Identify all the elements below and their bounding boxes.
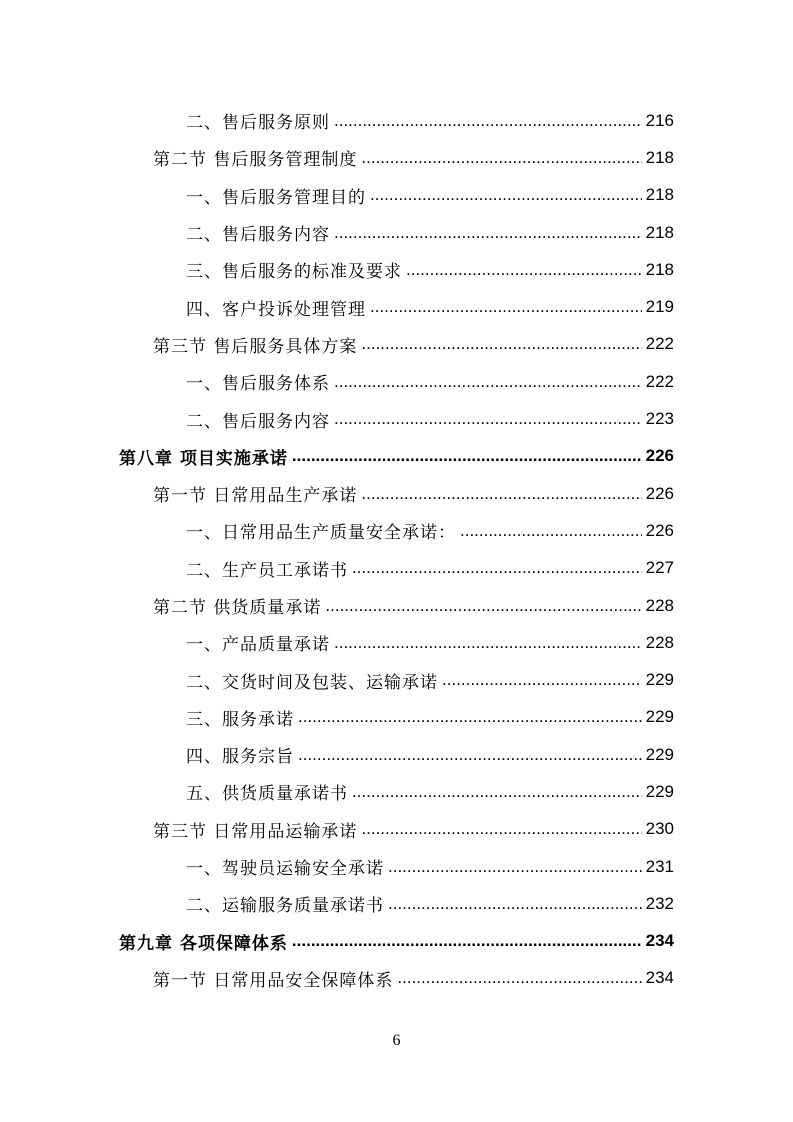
toc-entry-title: 二、生产员工承诺书: [186, 560, 348, 581]
toc-entry-title: 第九章 各项保障体系: [119, 933, 288, 954]
dot-leader: [298, 745, 642, 765]
toc-entry-page: 218: [645, 259, 674, 279]
toc-section-entry[interactable]: [0, 811, 793, 848]
dot-leader: [352, 558, 642, 578]
toc-entry-page: 234: [645, 968, 674, 988]
toc-entry-title: 第八章 项目实施承诺: [119, 448, 288, 469]
dot-leader: [397, 968, 641, 988]
dot-leader: [370, 185, 642, 205]
toc-entry-title: 一、售后服务体系: [186, 374, 330, 395]
toc-entry-page: 222: [645, 371, 674, 391]
toc-entry-title: 四、客户投诉处理管理: [186, 299, 366, 320]
toc-entry-title: 二、售后服务内容: [186, 411, 330, 432]
toc-subsection-entry[interactable]: [0, 848, 793, 885]
toc-entry-page: 226: [645, 483, 674, 503]
dot-leader: [325, 596, 641, 616]
toc-entry-title: 第一节 日常用品安全保障体系: [153, 970, 394, 991]
toc-chapter-entry[interactable]: [0, 923, 793, 960]
toc-entry-page: 230: [645, 819, 674, 839]
toc-entry-title: 二、售后服务原则: [186, 113, 330, 134]
toc-entry-title: 第二节 售后服务管理制度: [153, 150, 358, 171]
dot-leader: [361, 148, 641, 168]
toc-subsection-entry[interactable]: [0, 550, 793, 587]
toc-subsection-entry[interactable]: [0, 885, 793, 922]
toc-entry-page: 226: [645, 446, 674, 466]
toc-subsection-entry[interactable]: [0, 512, 793, 549]
toc-subsection-entry[interactable]: [0, 624, 793, 661]
toc-section-entry[interactable]: [0, 475, 793, 512]
dot-leader: [460, 521, 642, 541]
dot-leader: [292, 446, 642, 466]
toc-subsection-entry[interactable]: [0, 288, 793, 325]
dot-leader: [361, 334, 641, 354]
toc-subsection-entry[interactable]: [0, 214, 793, 251]
toc-section-entry[interactable]: [0, 960, 793, 997]
dot-leader: [388, 857, 642, 877]
dot-leader: [388, 894, 642, 914]
toc-subsection-entry[interactable]: [0, 400, 793, 437]
dot-leader: [334, 633, 642, 653]
toc-entry-title: 二、运输服务质量承诺书: [186, 896, 384, 917]
toc-entry-title: 二、交货时间及包装、运输承诺: [186, 672, 438, 693]
dot-leader: [361, 484, 641, 504]
toc-entry-title: 第二节 供货质量承诺: [153, 598, 322, 618]
dot-leader: [334, 223, 642, 243]
toc-entry-title: 五、供货质量承诺书: [186, 784, 348, 805]
toc-subsection-entry[interactable]: [0, 661, 793, 698]
dot-leader: [406, 260, 642, 280]
toc-entry-page: 219: [645, 297, 674, 317]
toc-entry-page: 227: [645, 558, 674, 578]
toc-entry-title: 第三节 日常用品运输承诺: [153, 821, 358, 842]
toc-chapter-entry[interactable]: [0, 438, 793, 475]
toc-entry-title: 第三节 售后服务具体方案: [153, 336, 358, 357]
dot-leader: [361, 819, 641, 839]
toc-entry-title: 一、日常用品生产质量安全承诺：: [186, 523, 456, 544]
toc-entry-title: 四、服务宗旨: [186, 747, 294, 768]
toc-subsection-entry[interactable]: [0, 699, 793, 736]
toc-entry-page: 234: [645, 931, 674, 951]
toc-entry-page: 231: [645, 856, 674, 876]
toc-entry-title: 一、产品质量承诺: [186, 635, 330, 656]
toc-entry-page: 229: [645, 670, 674, 690]
toc-subsection-entry[interactable]: [0, 736, 793, 773]
toc-subsection-entry[interactable]: [0, 773, 793, 810]
toc-entry-page: 226: [645, 520, 674, 540]
toc-section-entry[interactable]: [0, 326, 793, 363]
toc-entry-page: 232: [645, 893, 674, 913]
toc-entry-page: 218: [645, 147, 674, 167]
toc-entry-title: 第一节 日常用品生产承诺: [153, 486, 358, 507]
toc-entry-page: 218: [645, 185, 674, 205]
dot-leader: [442, 670, 642, 690]
toc-entry-title: 一、驾驶员运输安全承诺: [186, 859, 384, 880]
dot-leader: [352, 782, 642, 802]
toc-entry-page: 229: [645, 744, 674, 764]
page-number: 6: [392, 1032, 401, 1049]
toc-entry-title: 一、售后服务管理目的: [186, 187, 366, 208]
toc-entry-page: 222: [645, 334, 674, 354]
dot-leader: [334, 409, 642, 429]
toc-entry-page: 229: [645, 707, 674, 727]
toc-subsection-entry[interactable]: [0, 102, 793, 139]
toc-entry-title: 二、售后服务内容: [186, 225, 330, 246]
toc-section-entry[interactable]: [0, 587, 793, 624]
toc-entry-page: 216: [645, 110, 674, 130]
dot-leader: [334, 372, 642, 392]
table-of-contents: [0, 102, 793, 997]
toc-entry-page: 229: [645, 781, 674, 801]
toc-entry-page: 218: [645, 222, 674, 242]
dot-leader: [334, 111, 642, 131]
toc-subsection-entry[interactable]: [0, 363, 793, 400]
dot-leader: [370, 297, 642, 317]
toc-section-entry[interactable]: [0, 139, 793, 176]
toc-subsection-entry[interactable]: [0, 251, 793, 288]
toc-entry-page: 228: [645, 595, 674, 615]
dot-leader: [298, 707, 642, 727]
toc-subsection-entry[interactable]: [0, 177, 793, 214]
toc-entry-title: 三、服务承诺: [186, 709, 294, 730]
toc-entry-page: 223: [645, 409, 674, 429]
toc-entry-page: 228: [645, 632, 674, 652]
dot-leader: [292, 931, 642, 951]
toc-entry-title: 三、售后服务的标准及要求: [186, 262, 402, 283]
